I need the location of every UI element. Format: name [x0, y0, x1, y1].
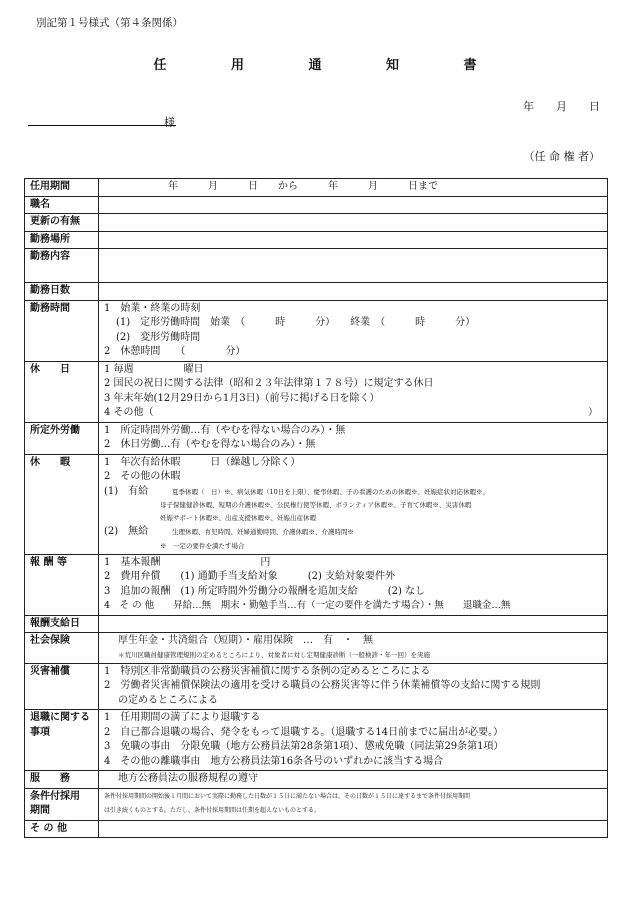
row-conditional — [25, 788, 608, 820]
label-service: 服 務 — [25, 771, 99, 789]
value-job — [99, 196, 608, 214]
value-place — [99, 231, 608, 249]
row-service — [25, 771, 608, 789]
row-holiday — [25, 361, 608, 422]
label-renewal: 更新の有無 — [25, 214, 99, 232]
value-holiday: 1 毎週 曜日 2 国民の祝日に関する法律（昭和２３年法律第１７８号）に規定する休日 3 年末年始(12月29日から1月3日)（前号に掲げる日を除く） 4 その他（ ） — [99, 361, 608, 422]
value-hours: 1 始業・終業の時刻 (1) 定形労働時間 始業 （ 時 分） 終業 （ 時 分） (2) 変形労働時間 2 休憩時間 （ 分） — [99, 300, 608, 361]
addressee-suffix: 様 — [164, 116, 175, 129]
value-pay: 1 基本報酬 円 2 費用弁償 (1) 通勤手当支給対象 (2) 支給対象要件外 3 追加の報酬 (1) 所定時間外労働分の報酬を追加支給 (2) なし 4 そ の 他 昇給…無 期末・勤勉手当…有（一定の要件を満たす場合）・無 退職金…無 — [99, 554, 608, 615]
label-hours: 勤務時間 — [25, 300, 99, 361]
label-payday: 報酬支給日 — [25, 615, 99, 633]
value-other — [99, 820, 608, 838]
label-holiday: 休 日 — [25, 361, 99, 422]
row-leave — [25, 454, 608, 554]
value-disaster: 1 特別区非常勤職員の公務災害補償に関する条例の定めるところによる 2 労働者災害補償保険法の適用を受ける職員の公務災害等に伴う休業補償等の支給に関する規則 の定めるところによる — [99, 663, 608, 710]
label-content: 勤務内容 — [25, 249, 99, 283]
value-overtime: 1 所定時間外労働…有（やむを得ない場合のみ）・無 2 休日労働…有（やむを得ない場合のみ）・無 — [99, 422, 608, 454]
value-period: 年 月 日 から 年 月 日まで — [99, 179, 608, 197]
value-retirement: 1 任用期間の満了により退職する 2 自己都合退職の場合、発令をもって退職する。（退職する14日前までに届出が必要。） 3 免職の事由 分限免職（地方公務員法第28条第1項）、懲戒免職（同法第29条第1項） 4 その他の離職事由 地方公務員法第16条各号のいずれかに該当する場合 — [99, 710, 608, 771]
row-insurance — [25, 633, 608, 664]
row-pay — [25, 554, 608, 615]
row-overtime — [25, 422, 608, 454]
value-content — [99, 249, 608, 283]
value-payday — [99, 615, 608, 633]
addressee-line — [28, 124, 176, 126]
row-content — [25, 249, 608, 283]
label-leave: 休 暇 — [25, 454, 99, 554]
appointing-authority: （任 命 権 者） — [523, 150, 600, 163]
row-retirement — [25, 710, 608, 771]
issue-date: 年 月 日 — [523, 100, 600, 113]
value-conditional: 条件付採用期間の開始後１月間において実際に勤務した日数が１５日に満たない場合は、その日数が１５日に達するまで条件付採用期間 は引き続くものとする。ただし、条件付採用期間は任期を超えないものとする。 — [99, 788, 608, 820]
value-renewal — [99, 214, 608, 232]
label-pay: 報 酬 等 — [25, 554, 99, 615]
label-other: そ の 他 — [25, 820, 99, 838]
row-renewal — [25, 214, 608, 232]
row-days — [25, 283, 608, 301]
label-job: 職名 — [25, 196, 99, 214]
label-overtime: 所定外労働 — [25, 422, 99, 454]
label-insurance: 社会保険 — [25, 633, 99, 664]
label-period: 任用期間 — [25, 179, 99, 197]
label-retirement: 退職に関する 事項 — [25, 710, 99, 771]
value-leave: 1 年次有給休暇 日（繰越し分除く） 2 その他の休暇 (1) 有給 夏季休暇（ 日）※、病気休暇（10日を上限）、慶弔休暇、子の看護のための休暇※、妊娠症状対応休暇※、 母子保健健診休暇、短期の介護休暇※、公民権行使等休暇、ボランティア休暇※、子育て休暇※、災害休暇 妊娠サポート休暇※、出産支援休暇※、妊娠出産休暇 (2) 無給 生理休暇、育児時間、妊婦通勤時間、介護休暇※、介護時間※ ※ 一定の要件を満たす場合 — [99, 454, 608, 554]
row-job — [25, 196, 608, 214]
row-other — [25, 820, 608, 838]
document-title: 任 用 通 知 書 — [153, 58, 507, 73]
row-disaster — [25, 663, 608, 710]
appointment-form-table — [24, 178, 608, 838]
row-place — [25, 231, 608, 249]
row-period — [25, 179, 608, 197]
value-insurance: 厚生年金・共済組合（短期）・雇用保険 … 有 ・ 無 ＊荒川区職員健康管理規則の定めるところにより、対象者に対し定期健康診断（一般検診・年一回）を実施 — [99, 633, 608, 664]
label-days: 勤務日数 — [25, 283, 99, 301]
label-conditional: 条件付採用 期間 — [25, 788, 99, 820]
label-place: 勤務場所 — [25, 231, 99, 249]
row-payday — [25, 615, 608, 633]
label-disaster: 災害補償 — [25, 663, 99, 710]
value-days — [99, 283, 608, 301]
form-reference: 別記第１号様式（第４条関係） — [36, 17, 183, 29]
value-service: 地方公務員法の服務規程の遵守 — [99, 771, 608, 789]
row-hours — [25, 300, 608, 361]
